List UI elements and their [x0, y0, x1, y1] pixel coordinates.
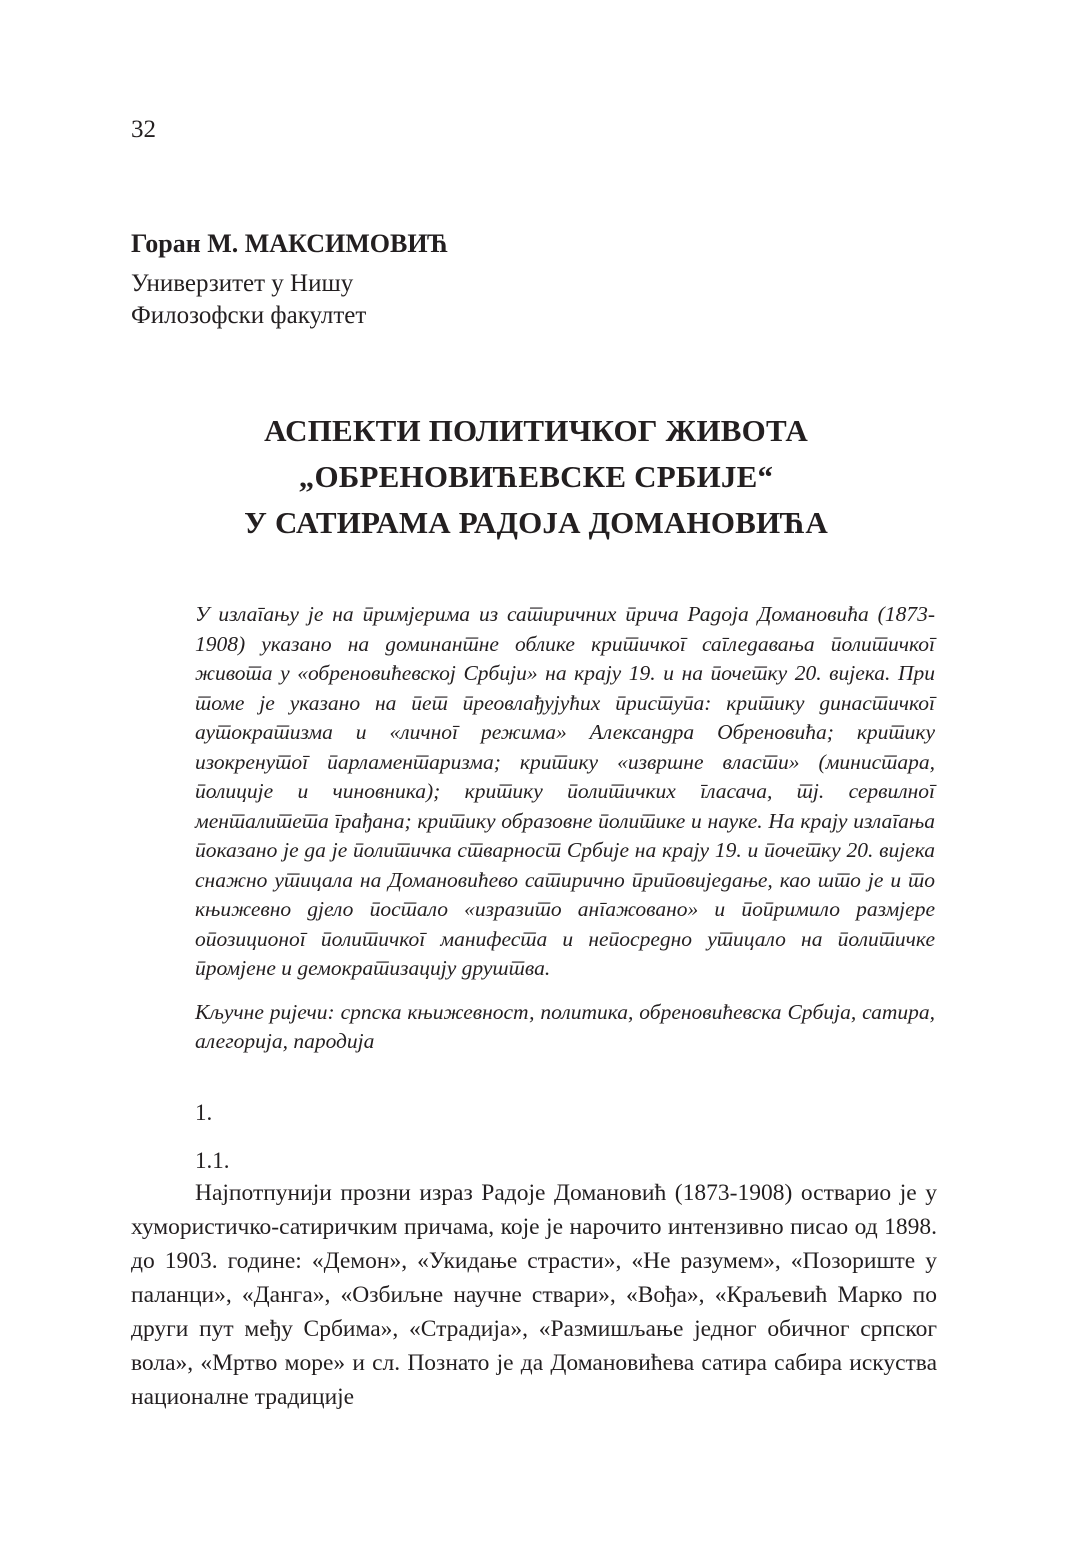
- affiliation-university: Универзитет у Нишу: [131, 270, 354, 297]
- body-text-block: [131, 1176, 937, 1414]
- article-title: [131, 408, 941, 546]
- body-paragraph: Најпотпунији прозни израз Радоје Домановић (1873-1908) остварио је у хумористичко-сатиричким причама, које је нарочито интензивно писао од 1898. до 1903. године: «Демон», «Укидање страсти», «Не разумем», «Позориште у паланци», «Данга», «Озбиљне научне ствари», «Вођа», «Краљевић Марко по други пут међу Србима», «Страдија», «Размишљање једног обичног српског вола», «Мртво море» и сл. Познато је да Домановићева сатира сабира искуства националне традиције: [131, 1180, 937, 1410]
- author-name: Горан М. МАКСИМОВИЋ: [131, 229, 449, 258]
- keywords: Кључне ријечи: српска књижевност, политика, обреновићевска Србија, сатира, алегорија, пародија: [195, 999, 935, 1053]
- abstract-text: У излагању је на примјерима из сатиричних прича Радоја Домановића (1873-1908) указано на доминантне облике критичког сагледавања политичког живота у «обреновићевској Србији» на крају 19. и на почетку 20. вијека. При томе је указано на пет преовлађујућих приступа: критику династичког аутократизма и «личног режима» Александра Обреновића; критику изокренутог парламентаризма; критику «извршне власти» (министара, полиције и чиновника); критику политичких гласача, тј. сервилног менталитета грађана; критику образовне политике и науке. На крају излагања показано је да је политичка стварност Србије на крају 19. и почетку 20. вијека снажно утицала на Домановићево сатирично приповиједање, као што је и то књижевно дјело постало «изразито ангажовано» и попримило размјере опозиционог политичког манифеста и непосредно утицало на политичке промјене и демократизацију друштва.: [195, 602, 935, 980]
- affiliation-faculty: Филозофски факултет: [131, 302, 367, 329]
- title-line-1: АСПЕКТИ ПОЛИТИЧКОГ ЖИВОТА: [264, 413, 808, 448]
- author-block: [131, 228, 951, 332]
- abstract: [195, 600, 935, 1057]
- title-line-3: У САТИРАМА РАДОЈА ДОМАНОВИЋА: [244, 505, 828, 540]
- page-number: 32: [131, 116, 156, 143]
- title-line-2: „ОБРЕНОВИЋЕВСКЕ СРБИЈЕ“: [298, 459, 774, 494]
- section-number: 1.: [195, 1100, 213, 1125]
- subsection-number: 1.1.: [195, 1148, 230, 1173]
